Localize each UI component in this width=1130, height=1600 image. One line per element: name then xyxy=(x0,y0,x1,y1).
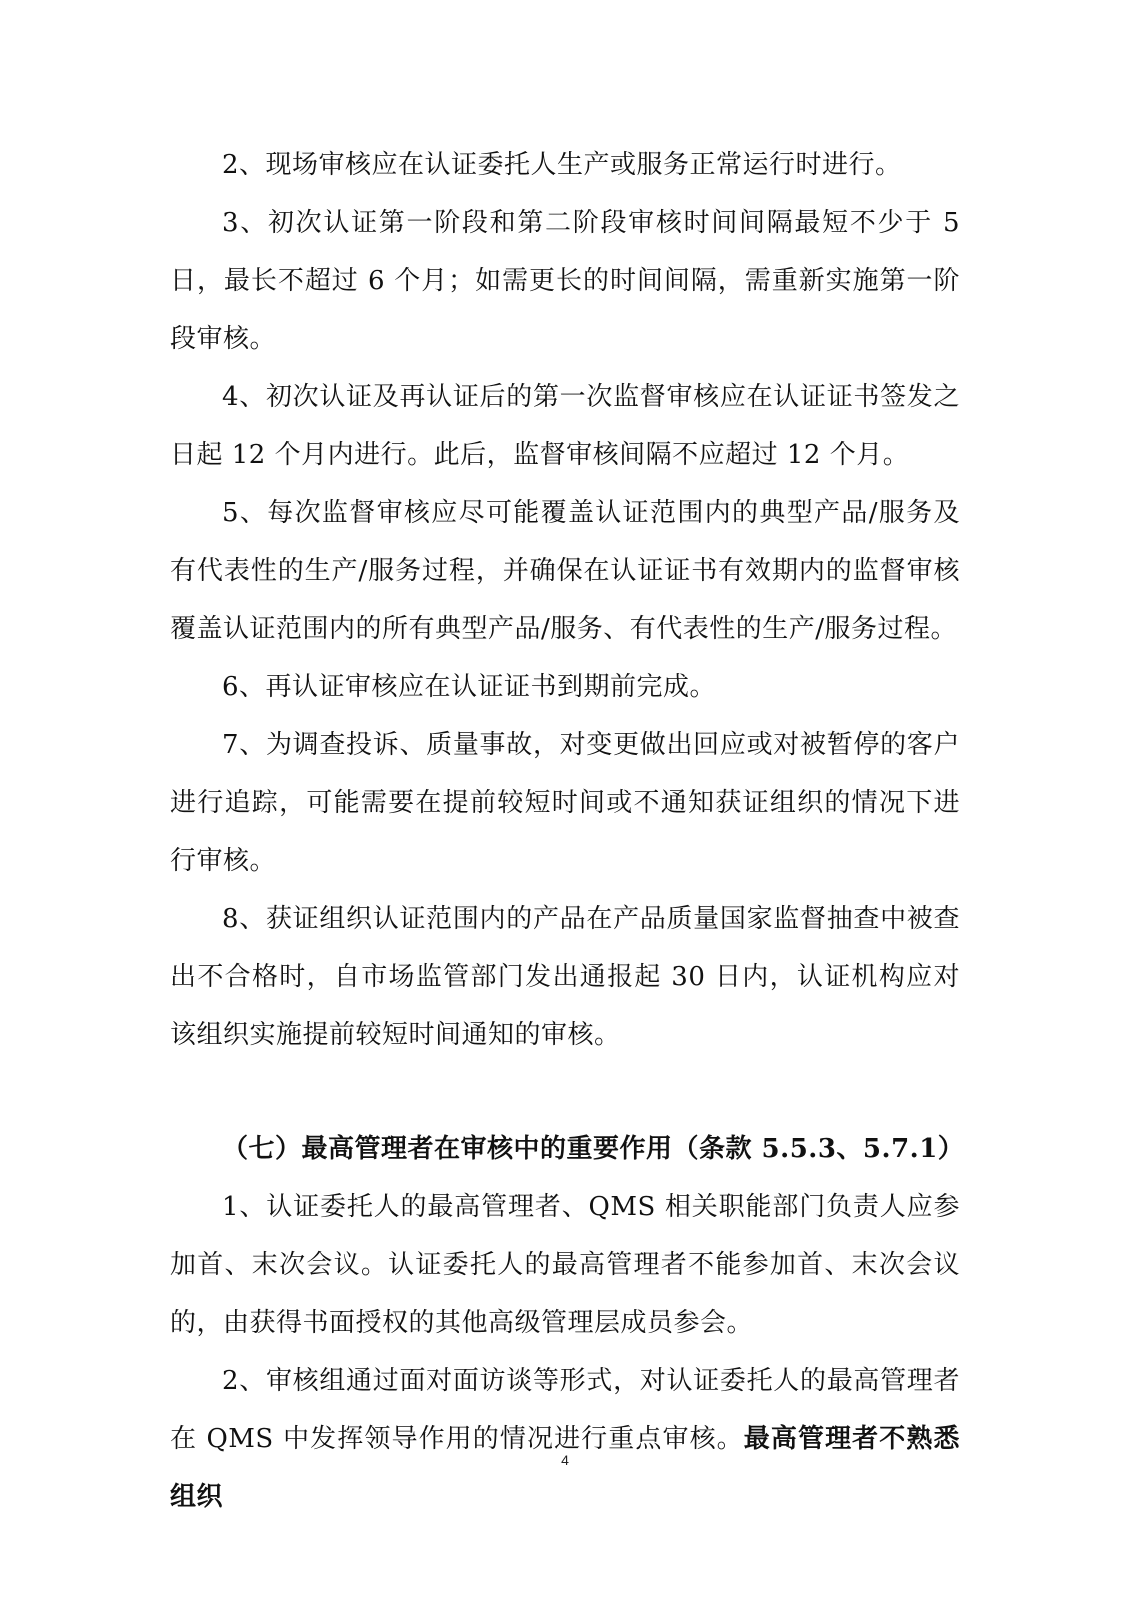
section-paragraph-1: 1、认证委托人的最高管理者、QMS 相关职能部门负责人应参加首、末次会议。认证委托人的最高管理者不能参加首、末次会议的，由获得书面授权的其他高级管理层成员参会。 xyxy=(170,1192,960,1338)
paragraph-item-3: 3、初次认证第一阶段和第二阶段审核时间间隔最短不少于 5 日，最长不超过 6 个月；如需更长的时间间隔，需重新实施第一阶段审核。 xyxy=(170,208,960,354)
page-body xyxy=(170,136,965,1526)
section-paragraph-2-bold-text: 最高管理者不熟悉组织 xyxy=(170,1424,960,1512)
paragraph-item-4: 4、初次认证及再认证后的第一次监督审核应在认证证书签发之日起 12 个月内进行。此后，监督审核间隔不应超过 12 个月。 xyxy=(170,382,960,470)
section-paragraph-2-text: 2、审核组通过面对面访谈等形式，对认证委托人的最高管理者在 QMS 中发挥领导作用的情况进行重点审核。 xyxy=(170,1366,960,1454)
paragraph-item-7: 7、为调查投诉、质量事故，对变更做出回应或对被暂停的客户进行追踪，可能需要在提前较短时间或不通知获证组织的情况下进行审核。 xyxy=(170,730,960,876)
paragraph-item-5: 5、每次监督审核应尽可能覆盖认证范围内的典型产品/服务及有代表性的生产/服务过程，并确保在认证证书有效期内的监督审核覆盖认证范围内的所有典型产品/服务、有代表性的生产/服务过程。 xyxy=(170,498,960,644)
section-paragraph-2 xyxy=(170,1352,960,1526)
paragraph-item-2: 2、现场审核应在认证委托人生产或服务正常运行时进行。 xyxy=(222,150,902,180)
paragraph-item-6: 6、再认证审核应在认证证书到期前完成。 xyxy=(222,672,717,702)
section-heading: （七）最高管理者在审核中的重要作用（条款 5.5.3、5.7.1） xyxy=(222,1134,965,1164)
page-number: 4 xyxy=(561,1452,569,1468)
paragraph-item-8: 8、获证组织认证范围内的产品在产品质量国家监督抽查中被查出不合格时，自市场监管部门发出通报起 30 日内，认证机构应对该组织实施提前较短时间通知的审核。 xyxy=(170,904,960,1050)
